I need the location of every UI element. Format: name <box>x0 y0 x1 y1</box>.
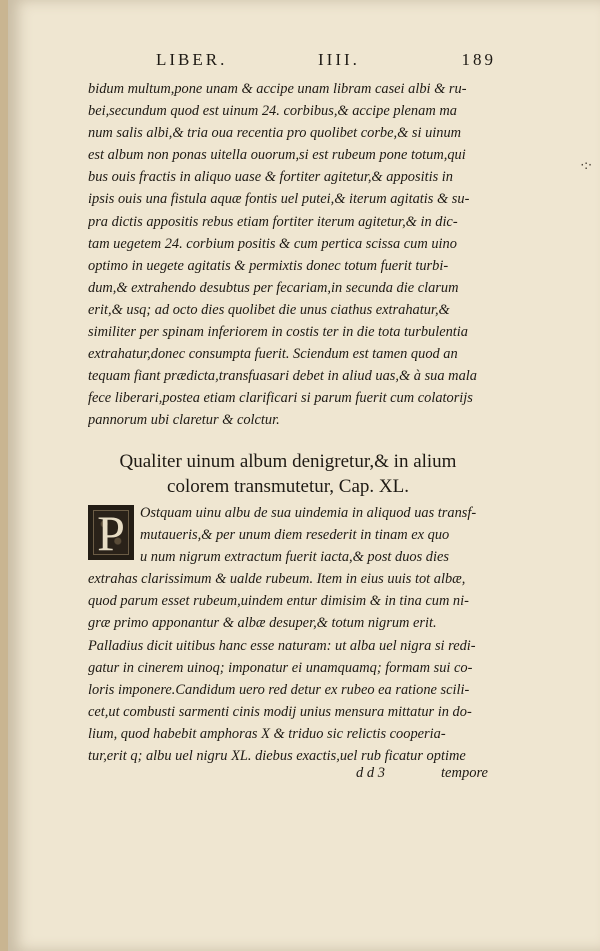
book-page <box>8 0 600 951</box>
text-line: bidum multum,pone unam & accipe unam libram casei albi & ru- <box>88 81 467 97</box>
text-line: quod parum esset rubeum,uindem entur dimisim & in tina cum ni- <box>88 593 469 610</box>
text-line: optimo in uegete agitatis & permixtis donec totum fuerit turbi- <box>88 257 449 274</box>
text-line: dum,& extrahendo desubtus per fecariam,in secunda die clarum <box>88 279 459 296</box>
text-line: cet,ut combusti sarmenti cinis modij unius mensura mittatur in do- <box>88 703 472 720</box>
catchline <box>356 765 488 787</box>
page-number: 189 <box>461 50 496 69</box>
header-book-number: IIII. <box>318 50 360 69</box>
text-line: tur,erit q; albu uel nigru XL. diebus exactis,uel rub ficatur optime <box>88 748 466 765</box>
chapter-heading <box>88 449 488 499</box>
text-line: similiter per spinam inferiorem in costis ter in die tota turbulentia <box>88 324 469 341</box>
text-line: extrahatur,donec consumpta fuerit. Sciendum est tamen quod an <box>88 346 458 363</box>
text-line: ipsis ouis una fistula aquæ fontis uel putei,& iterum agitatis & su- <box>88 191 470 208</box>
signature-mark: d d 3 <box>356 765 385 781</box>
text-line: erit,& usq; ad octo dies quolibet die unus ciathus extrahatur,& <box>88 301 450 318</box>
paragraph-2 <box>88 502 488 767</box>
text-line: est album non ponas uitella ouorum,si est rubeum pone totum,qui <box>88 147 466 164</box>
text-line: græ primo apponantur & albæ desuper,& totum nigrum erit. <box>88 615 437 632</box>
text-line: loris imponere.Candidum uero red detur ex rubeo ea ratione scili- <box>88 681 470 698</box>
text-line: pra dictis appositis rebus etiam fortiter iterum agitetur,& in dic- <box>88 213 458 230</box>
heading-line-1: Qualiter uinum album denigretur,& in alium <box>119 451 457 472</box>
text-line: fece liberari,postea etiam clarificari si parum fuerit cum colatorijs <box>88 390 473 407</box>
text-line: u num nigrum extractum fuerit iacta,& post duos dies <box>140 549 449 566</box>
margin-mark: ·:· <box>580 158 592 172</box>
text-line: mutaueris,& per unum diem resederit in tinam ex quo <box>140 527 450 544</box>
running-header <box>156 50 496 74</box>
text-line: extrahas clarissimum & ualde rubeum. Item in eius uuis tot albæ, <box>88 571 466 588</box>
paragraph-1 <box>88 78 488 432</box>
text-line: Ostquam uinu albu de sua uindemia in aliquod uas transf- <box>140 505 477 521</box>
text-line: Palladius dicit uitibus hanc esse naturam: ut alba uel nigra si redi- <box>88 637 476 654</box>
catchword: tempore <box>441 765 488 781</box>
text-line: bus ouis fractis in aliquo uase & fortiter agitetur,& appositis in <box>88 169 453 186</box>
text-line: tam uegetem 24. corbium positis & cum pertica scissa cum uino <box>88 235 457 252</box>
text-line: num salis albi,& tria oua recentia pro quolibet corbe,& si uinum <box>88 125 462 142</box>
text-line: lium, quod habebit amphoras X & triduo sic relictis cooperia- <box>88 725 446 742</box>
initial-letter: P <box>97 505 125 561</box>
header-title: LIBER. <box>156 50 228 69</box>
text-line: pannorum ubi claretur & colctur. <box>88 412 280 429</box>
text-line: gatur in cinerem uinoq; imponatur ei unamquamq; formam sui co- <box>88 659 473 676</box>
text-line: tequam fiant prædicta,transfuasari debet in aliud uas,& à sua mala <box>88 368 477 385</box>
text-line: bei,secundum quod est uinum 24. corbibus,& accipe plenam ma <box>88 103 457 120</box>
heading-line-2: colorem transmutetur, Cap. XL. <box>167 476 409 497</box>
